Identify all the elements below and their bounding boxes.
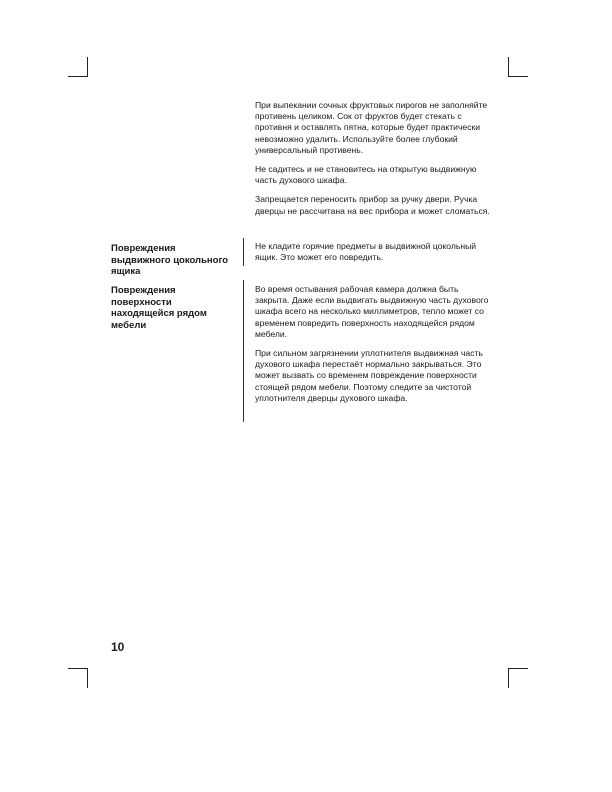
crop-mark-bottom-left (68, 668, 88, 669)
section-heading: Повреждения поверхности находящейся рядом мебели (111, 285, 207, 331)
paragraph: Запрещается переносить прибор за ручку двери. Ручка дверцы не рассчитана на вес прибора и может сломаться. (255, 194, 490, 216)
paragraph: Не кладите горячие предметы в выдвижной цокольный ящик. Это может его повредить. (255, 241, 477, 263)
crop-mark-bottom-left (87, 668, 88, 688)
paragraph: При сильном загрязнении уплотнителя выдвижная часть духового шкафа перестаёт нормально закрываться. Это может вызвать со временем повреждение поверхности стоящей рядом мебели. Поэтому следите за чистотой уплотнителя дверцы духового шкафа. (255, 348, 483, 403)
section-divider (243, 238, 244, 266)
crop-mark-top-left (68, 76, 88, 77)
section-divider (243, 280, 244, 422)
crop-mark-top-right (508, 57, 509, 77)
section-body (255, 241, 490, 271)
crop-mark-top-right (508, 76, 528, 77)
section-heading: Повреждения выдвижного цокольного ящика (111, 243, 229, 277)
paragraph: При выпекании сочных фруктовых пирогов не заполняйте противень целиком. Сок от фруктов будет стекать с противня и оставлять пятна, которые будет практически невозможно удалить. Используйте более глубокий универсальный противень. (255, 100, 488, 155)
paragraph: Во время остывания рабочая камера должна быть закрыта. Даже если выдвигать выдвижную часть духового шкафа всего на несколько миллиметров, тепло может со временем повредить поверхность находящейся рядом мебели. (255, 284, 489, 339)
crop-mark-bottom-right (508, 668, 509, 688)
section-body (255, 284, 490, 412)
crop-mark-top-left (87, 57, 88, 77)
paragraph: Не садитесь и не становитесь на открытую выдвижную часть духового шкафа. (255, 164, 477, 186)
crop-mark-bottom-right (508, 668, 528, 669)
page-number: 10 (111, 640, 125, 654)
intro-text (255, 100, 490, 225)
